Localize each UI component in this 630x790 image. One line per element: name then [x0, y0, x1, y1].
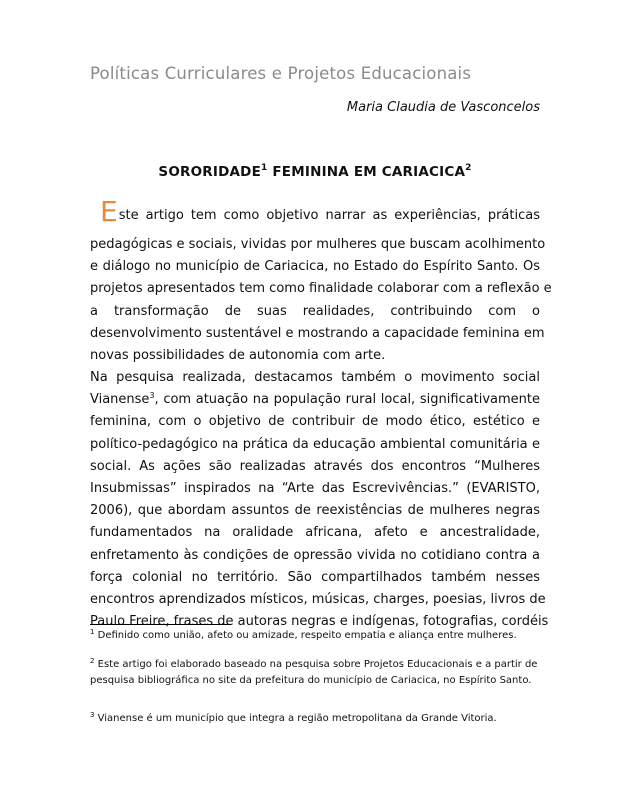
title-part-1: SORORIDADE — [158, 164, 261, 180]
paragraph-2-line: fundamentados na oralidade africana, afeto e ancestralidade, — [90, 525, 540, 541]
paragraph-1 — [90, 195, 552, 367]
footnote-3 — [90, 712, 540, 726]
paragraph-1-line: projetos apresentados tem como finalidade colaborar com a reflexão e — [90, 281, 552, 297]
text-after-ref: , com atuação na população rural local, significativamente — [154, 392, 540, 408]
footnote-ref-2[interactable]: 2 — [465, 163, 472, 173]
footnote-3-text: Vianense é um município que integra a região metropolitana da Grande Vitoria. — [94, 713, 497, 724]
running-header: Políticas Curriculares e Projetos Educacionais — [90, 64, 472, 83]
paragraph-2-line: político-pedagógico na prática da educação ambiental comunitária e — [90, 436, 540, 452]
paragraph-2-line: Insubmissas” inspirados na “Arte das Escrevivências.” (EVARISTO, — [90, 480, 540, 496]
footnote-mark-2: 2 — [90, 657, 95, 665]
paragraph-1-line: pedagógicas e sociais, vividas por mulheres que buscam acolhimento — [90, 237, 546, 252]
paragraph-1-line: a transformação de suas realidades, contribuindo com o — [90, 303, 540, 319]
paragraph-2-line: força colonial no território. São compartilhados também nesses — [90, 569, 540, 585]
paragraph-1-first-line — [90, 195, 540, 234]
footnote-2-text: Este artigo foi elaborado baseado na pesquisa sobre Projetos Educacionais e a partir de pesquisa bibliográfica no site da prefeitura do município de Cariacica, no Espírito Santo. — [90, 659, 538, 686]
footnote-1 — [90, 629, 540, 643]
footnote-ref-1[interactable]: 1 — [261, 163, 268, 173]
author-name: Maria Claudia de Vasconcelos — [346, 100, 540, 115]
paragraph-1-line: e diálogo no município de Cariacica, no Estado do Espírito Santo. Os — [90, 259, 540, 275]
paragraph-2-line: Na pesquisa realizada, destacamos também o movimento social — [90, 370, 540, 385]
drop-cap: E — [100, 195, 118, 228]
paragraph-1-line: novas possibilidades de autonomia com arte. — [90, 347, 386, 363]
footnote-mark-3: 3 — [90, 711, 95, 719]
footnote-separator — [90, 624, 231, 625]
paragraph-2 — [90, 367, 549, 633]
paragraph-1-line-0: ste artigo tem como objetivo narrar as experiências, práticas — [118, 208, 540, 223]
footnote-mark-1: 1 — [90, 628, 95, 636]
paragraph-2-line: 2006), que abordam assuntos de reexistências de mulheres negras — [90, 503, 540, 519]
paragraph-2-line: feminina, com o objetivo de contribuir de modo ético, estético e — [90, 414, 540, 430]
text-vianense: Vianense — [90, 392, 150, 408]
footnote-1-text: Definido como união, afeto ou amizade, respeito empatia e aliança entre mulheres. — [94, 630, 517, 641]
footnote-ref-3[interactable]: 3 — [149, 391, 155, 401]
footnote-2 — [90, 657, 540, 688]
title-part-2: FEMININA EM CARIACICA — [267, 164, 466, 180]
article-title — [0, 163, 630, 180]
paragraph-2-line: Paulo Freire, frases de autoras negras e indígenas, fotografias, cordéis — [90, 614, 549, 630]
paragraph-2-line: enfretamento às condições de opressão vivida no cotidiano contra a — [90, 547, 540, 563]
paragraph-1-line: desenvolvimento sustentável e mostrando a capacidade feminina em — [90, 325, 545, 341]
paragraph-2-line: social. As ações são realizadas através dos encontros “Mulheres — [90, 458, 540, 474]
paragraph-2-line-with-ref — [90, 389, 540, 411]
paragraph-2-line: encontros aprendizados místicos, músicas, charges, poesias, livros de — [90, 591, 546, 607]
